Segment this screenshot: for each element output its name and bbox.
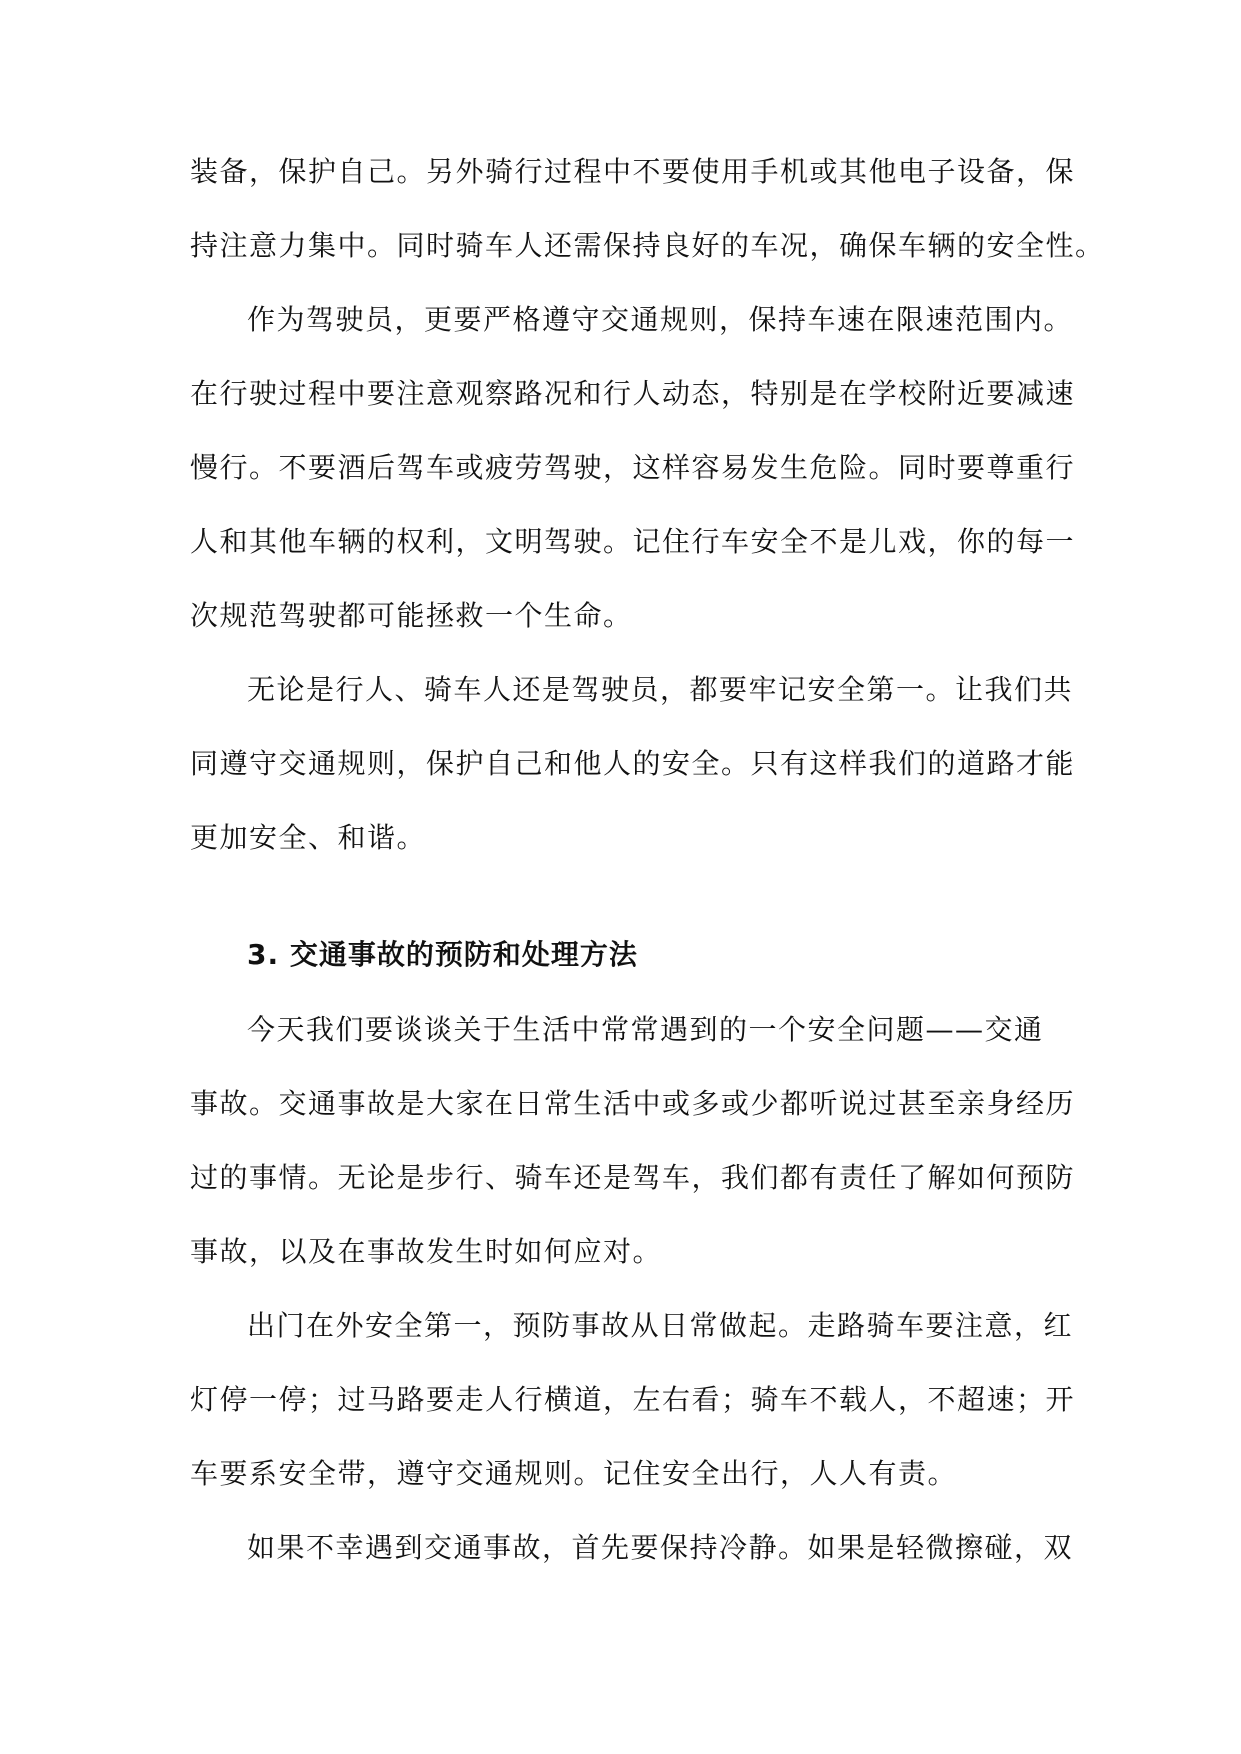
paragraph-3-line-3: 更加安全、和谐。: [190, 821, 427, 854]
paragraph-2-line-3: 慢行。不要酒后驾车或疲劳驾驶，这样容易发生危险。同时要尊重行: [190, 451, 1076, 484]
paragraph-5-line-3: 车要系安全带，遵守交通规则。记住安全出行，人人有责。: [190, 1457, 958, 1490]
paragraph-2-line-2: 在行驶过程中要注意观察路况和行人动态，特别是在学校附近要减速: [190, 377, 1076, 410]
section-heading: 3. 交通事故的预防和处理方法: [247, 938, 638, 971]
paragraph-2-line-1: 作为驾驶员，更要严格遵守交通规则，保持车速在限速范围内。: [247, 303, 1074, 336]
paragraph-4-line-3: 过的事情。无论是步行、骑车还是驾车，我们都有责任了解如何预防: [190, 1161, 1076, 1194]
paragraph-6-line-1: 如果不幸遇到交通事故，首先要保持冷静。如果是轻微擦碰，双: [247, 1531, 1074, 1564]
paragraph-5-line-1: 出门在外安全第一，预防事故从日常做起。走路骑车要注意，红: [247, 1309, 1074, 1342]
paragraph-4-line-1: 今天我们要谈谈关于生活中常常遇到的一个安全问题——交通: [247, 1013, 1044, 1046]
paragraph-1-line-1: 装备，保护自己。另外骑行过程中不要使用手机或其他电子设备，保: [190, 155, 1076, 188]
paragraph-5-line-2: 灯停一停；过马路要走人行横道，左右看；骑车不载人，不超速；开: [190, 1383, 1076, 1416]
paragraph-4-line-4: 事故，以及在事故发生时如何应对。: [190, 1235, 663, 1268]
paragraph-2-line-5: 次规范驾驶都可能拯救一个生命。: [190, 599, 633, 632]
paragraph-1-line-2: 持注意力集中。同时骑车人还需保持良好的车况，确保车辆的安全性。: [190, 229, 1105, 262]
paragraph-4-line-2: 事故。交通事故是大家在日常生活中或多或少都听说过甚至亲身经历: [190, 1087, 1076, 1120]
paragraph-3-line-2: 同遵守交通规则，保护自己和他人的安全。只有这样我们的道路才能: [190, 747, 1076, 780]
paragraph-2-line-4: 人和其他车辆的权利，文明驾驶。记住行车安全不是儿戏，你的每一: [190, 525, 1076, 558]
paragraph-3-line-1: 无论是行人、骑车人还是驾驶员，都要牢记安全第一。让我们共: [247, 673, 1074, 706]
